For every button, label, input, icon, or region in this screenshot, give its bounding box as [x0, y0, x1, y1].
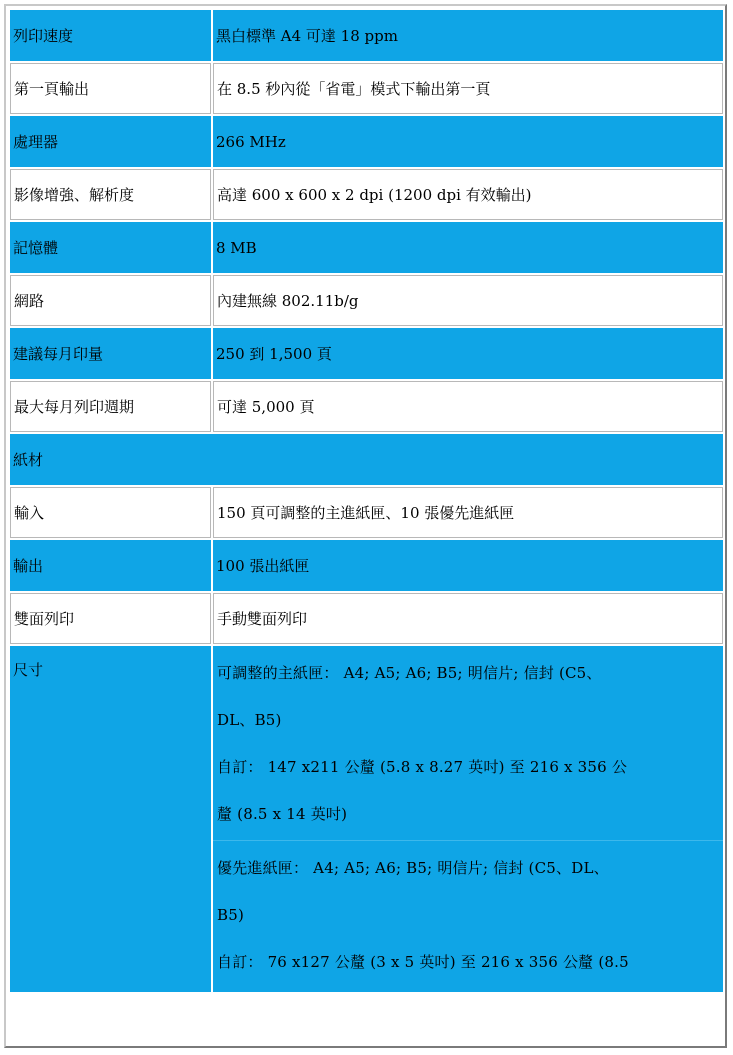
spec-label: 網路	[10, 275, 211, 326]
spec-label: 輸入	[10, 487, 211, 538]
priority-tray-sizes	[213, 840, 723, 986]
section-header-paper	[10, 434, 723, 485]
size-text-line: 自訂： 147 x211 公釐 (5.8 x 8.27 英吋) 至 216 x 356 公	[217, 758, 628, 776]
spec-value: 100 張出紙匣	[213, 540, 723, 591]
spec-value: 內建無線 802.11b/g	[213, 275, 723, 326]
spec-label: 最大每月列印週期	[10, 381, 211, 432]
spec-label: 影像增強、解析度	[10, 169, 211, 220]
spec-value: 手動雙面列印	[213, 593, 723, 644]
spec-label: 列印速度	[10, 10, 211, 61]
spec-row-monthly-volume	[10, 328, 723, 379]
spec-value: 高達 600 x 600 x 2 dpi (1200 dpi 有效輸出)	[213, 169, 723, 220]
spec-label: 處理器	[10, 116, 211, 167]
spec-value: 150 頁可調整的主進紙匣、10 張優先進紙匣	[213, 487, 723, 538]
size-text-line: 可調整的主紙匣： A4; A5; A6; B5; 明信片; 信封 (C5、	[217, 664, 602, 682]
spec-row-input	[10, 487, 723, 538]
spec-row-size	[10, 646, 723, 992]
spec-row-processor	[10, 116, 723, 167]
spec-value: 8 MB	[213, 222, 723, 273]
spec-label: 建議每月印量	[10, 328, 211, 379]
spec-value: 在 8.5 秒內從「省電」模式下輸出第一頁	[213, 63, 723, 114]
spec-label: 輸出	[10, 540, 211, 591]
spec-row-duty-cycle	[10, 381, 723, 432]
size-text-line: 釐 (8.5 x 14 英吋)	[217, 805, 348, 823]
spec-label: 尺寸	[10, 646, 211, 992]
spec-sheet-frame	[4, 4, 727, 1048]
size-text-line: 優先進紙匣： A4; A5; A6; B5; 明信片; 信封 (C5、DL、	[217, 859, 609, 877]
spec-label: 記憶體	[10, 222, 211, 273]
size-text-line: B5)	[217, 906, 245, 924]
spec-row-duplex	[10, 593, 723, 644]
spec-row-output	[10, 540, 723, 591]
spec-value: 黑白標準 A4 可達 18 ppm	[213, 10, 723, 61]
main-tray-sizes	[213, 646, 723, 838]
spec-row-network	[10, 275, 723, 326]
size-text-line: DL、B5)	[217, 711, 282, 729]
size-details	[213, 646, 723, 992]
spec-value: 可達 5,000 頁	[213, 381, 723, 432]
section-heading: 紙材	[10, 434, 723, 485]
spec-label: 第一頁輸出	[10, 63, 211, 114]
size-text-line: 自訂： 76 x127 公釐 (3 x 5 英吋) 至 216 x 356 公釐 (8.5	[217, 953, 629, 971]
spec-row-first-page	[10, 63, 723, 114]
spec-value: 250 到 1,500 頁	[213, 328, 723, 379]
spec-row-memory	[10, 222, 723, 273]
spec-row-print-speed	[10, 10, 723, 61]
spec-table	[8, 8, 725, 994]
spec-row-resolution	[10, 169, 723, 220]
spec-label: 雙面列印	[10, 593, 211, 644]
spec-value: 266 MHz	[213, 116, 723, 167]
